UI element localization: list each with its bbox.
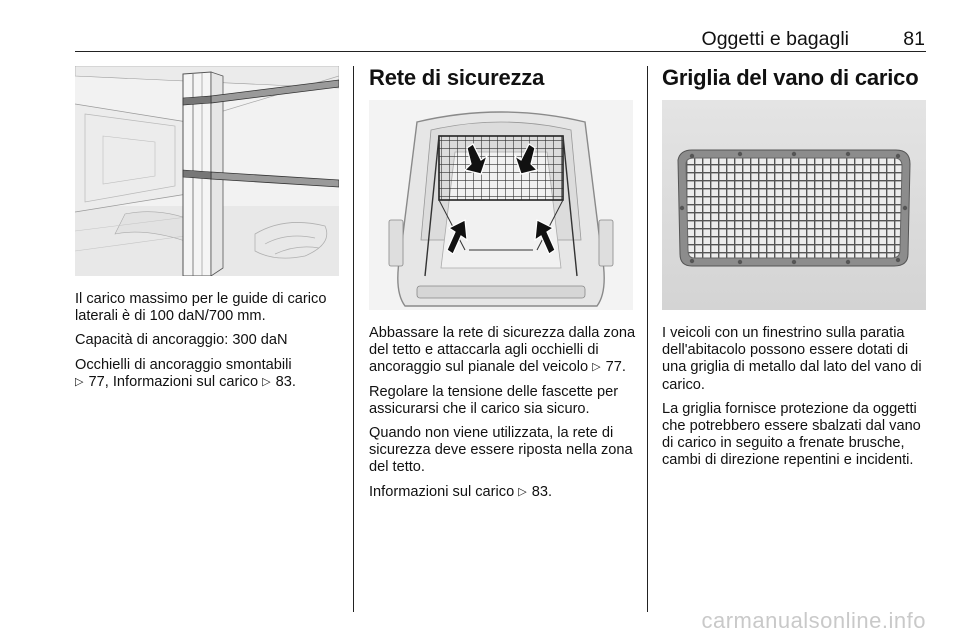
paragraph (369, 325, 639, 377)
page-number: 81 (903, 28, 925, 50)
header-rule (75, 51, 926, 52)
section-heading: Griglia del vano di carico (662, 65, 919, 90)
watermark: carmanualsonline.info (701, 608, 926, 633)
paragraph (369, 484, 639, 501)
col1-text (75, 291, 345, 398)
col2-text (369, 325, 639, 508)
triangle-right-icon[interactable]: ▷ (262, 375, 271, 388)
section-heading: Rete di sicurezza (369, 65, 545, 90)
triangle-right-icon[interactable]: ▷ (518, 485, 527, 498)
column-divider-right (647, 66, 648, 612)
cross-reference[interactable]: 83. (531, 483, 553, 500)
paragraph: Quando non viene utilizzata, la rete di sicurezza deve essere riposta nella zona del tetto. (369, 425, 633, 476)
page-header (75, 26, 925, 54)
load-rails-illustration (75, 66, 339, 276)
column-divider-left (353, 66, 354, 612)
cargo-grille-illustration (662, 100, 926, 310)
paragraph: Il carico massimo per le guide di carico laterali è di 100 daN/700 mm. (75, 291, 327, 325)
paragraph: I veicoli con un finestrino sulla paratia dell'abitacolo possono essere dotati di una griglia di metallo dal lato del vano di carico. (662, 325, 922, 393)
cross-reference[interactable]: 77. (605, 359, 626, 376)
paragraph: Capacità di ancoraggio: 300 daN (75, 332, 288, 349)
text: Abbassare la rete di sicurezza dalla zona del tetto e attaccarla agli occhielli di ancoraggio sul pianale del veicolo (369, 325, 636, 376)
header-title: Oggetti e bagagli (701, 28, 849, 50)
text: Informazioni sul carico (369, 483, 515, 500)
paragraph (75, 357, 345, 391)
safety-net-illustration (369, 100, 633, 310)
text: Occhielli di ancoraggio smontabili (75, 356, 292, 373)
paragraph: La griglia fornisce protezione da oggetti che potrebbero essere sbalzati dal vano di carico in seguito a frenate brusche, cambi di direzione repentini e incidenti. (662, 400, 921, 469)
triangle-right-icon[interactable]: ▷ (592, 361, 601, 374)
cross-reference[interactable]: 83. (275, 373, 296, 390)
cross-reference[interactable]: 77, Informazioni sul carico (88, 373, 259, 390)
triangle-right-icon[interactable]: ▷ (75, 375, 84, 388)
paragraph: Regolare la tensione delle fascette per assicurarsi che il carico sia sicuro. (369, 383, 619, 417)
col3-text (662, 325, 930, 477)
